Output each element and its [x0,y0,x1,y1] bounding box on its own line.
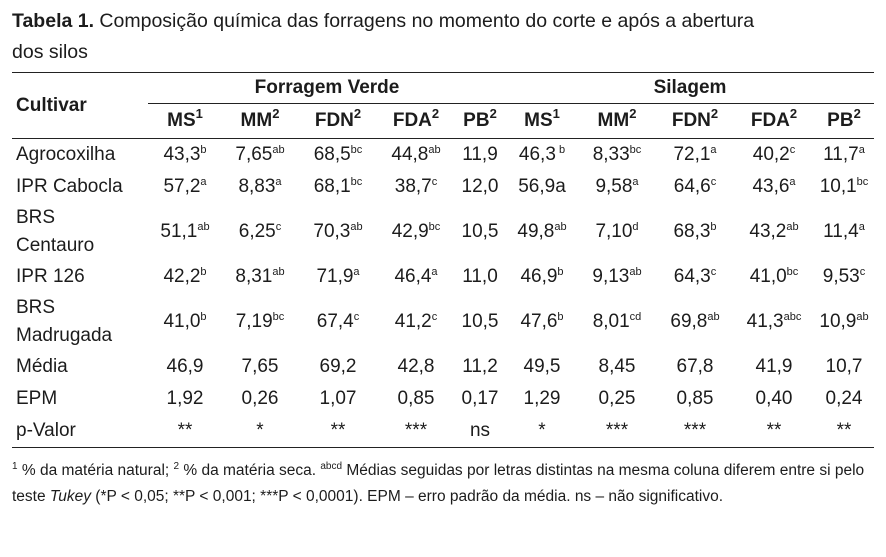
cell-value: 47,6 [520,311,558,332]
cell-value: 0,85 [397,388,435,409]
cell-value: 41,3 [746,311,784,332]
cultivar-name [12,261,148,293]
table-cell [578,351,656,383]
cell-letter-superscript: a [200,176,207,188]
cell-value: 11,0 [462,266,498,287]
cultivar-name [12,171,148,203]
table-cell [222,415,298,448]
column-header-superscript: 2 [629,106,637,121]
cell-letter-superscript: b [557,311,564,323]
cultivar-name [12,415,148,448]
cell-letter-superscript: d [632,221,639,233]
cell-value: 7,65 [241,356,279,377]
column-header [506,104,578,139]
column-header-superscript: 2 [789,106,798,121]
cell-letter-superscript: cd [629,311,642,323]
cell-value: 0,40 [755,388,793,409]
cell-value: 41,0 [163,311,201,332]
cell-value: 49,5 [523,356,561,377]
table-cell [814,261,874,293]
cell-value: 41,2 [394,311,432,332]
column-header-label: FDN [314,110,354,131]
table-cell [506,139,578,172]
table-container [12,6,874,510]
table-cell [734,203,814,261]
cell-value: 10,9 [819,311,857,332]
cell-letter-superscript: c [789,144,796,156]
table-cell [454,261,506,293]
table-cell [506,415,578,448]
column-header [578,104,656,139]
table-cell [814,203,874,261]
cultivar-name-line: EPM [16,388,58,409]
cultivar-name-line: p-Valor [16,420,76,441]
cell-letter-superscript: ab [350,221,363,233]
cell-value: ** [766,420,782,441]
table-cell [506,171,578,203]
cell-letter-superscript: ab [786,221,799,233]
column-header-superscript: 2 [431,106,440,121]
table-cell [148,293,222,351]
cell-value: 8,31 [235,266,273,287]
cell-letter-superscript: ab [629,266,642,278]
cell-value: 9,53 [822,266,860,287]
table-cell [578,171,656,203]
cell-value: 57,2 [163,176,201,197]
table-cell [734,261,814,293]
cell-value: 72,1 [673,144,711,165]
table-cell [298,415,378,448]
table-cell [222,351,298,383]
table-cell [656,139,734,172]
cell-letter-superscript: ab [856,311,869,323]
cell-value: 42,8 [397,356,435,377]
cell-letter-superscript: bc [786,266,799,278]
cell-value: 69,8 [670,311,708,332]
column-header-superscript: 2 [489,106,497,121]
cell-letter-superscript: b [557,266,564,278]
cell-value: 10,7 [825,356,863,377]
table-cell [578,203,656,261]
cell-letter-superscript: ab [428,144,441,156]
cell-letter-superscript: c [710,266,717,278]
cell-letter-superscript: b [555,144,566,156]
table-cell [222,383,298,415]
cultivar-name-line: Agrocoxilha [16,144,116,165]
cell-value: 40,2 [752,144,790,165]
table-cell [222,293,298,351]
cell-value: 9,13 [592,266,630,287]
cell-letter-superscript: ab [197,221,210,233]
table-cell [148,261,222,293]
cell-value: 46,4 [394,266,432,287]
cell-letter-superscript: a [710,144,717,156]
cell-value: 64,3 [673,266,711,287]
table-cell [222,139,298,172]
cultivar-name [12,203,148,261]
table-cell [454,139,506,172]
cell-value: 43,6 [752,176,790,197]
cultivar-name [12,383,148,415]
table-cell [298,203,378,261]
table-cell [656,415,734,448]
table-cell [506,351,578,383]
table-cell [222,203,298,261]
column-header-superscript: 2 [272,106,280,121]
column-header-label: MM [240,110,273,131]
table-cell [298,351,378,383]
column-header-label: PB [463,110,490,131]
cell-value: 8,01 [592,311,630,332]
cell-letter-superscript: c [275,221,282,233]
cell-value: 11,9 [462,144,498,165]
cultivar-name [12,139,148,172]
table-cell [378,293,454,351]
header-group-silagem: Silagem [506,73,874,104]
caption-text-cont: dos silos [12,41,88,63]
composition-table [12,72,874,448]
table-cell [454,293,506,351]
table-cell [734,383,814,415]
cell-letter-superscript: c [431,311,438,323]
table-cell [814,415,874,448]
cell-value: *** [404,420,428,441]
cell-value: 6,25 [238,221,276,242]
cultivar-name [12,293,148,351]
column-header-superscript: 2 [710,106,719,121]
cell-letter-superscript: ab [272,266,285,278]
cultivar-name-line: BRS [16,207,56,228]
cell-value: 8,33 [592,144,630,165]
cell-letter-superscript: a [431,266,438,278]
cell-value: ** [177,420,193,441]
cultivar-name-line: IPR Cabocla [16,176,123,197]
table-cell [148,203,222,261]
cell-letter-superscript: a [858,144,865,156]
table-cell [578,293,656,351]
cell-value: 46,3 [518,144,556,165]
cell-value: 68,1 [313,176,351,197]
cell-value: 1,07 [319,388,357,409]
cell-value: 8,83 [238,176,276,197]
table-row [12,261,874,293]
table-cell [814,171,874,203]
table-cell [506,261,578,293]
table-cell [148,383,222,415]
column-header-label: MS [524,110,553,131]
column-header-label: MS [167,110,196,131]
cell-value: 1,92 [166,388,204,409]
cell-value: 0,25 [598,388,636,409]
cell-letter-superscript: a [353,266,360,278]
header-cultivar: Cultivar [12,73,148,139]
cell-value: 10,5 [461,311,499,332]
cell-value: *** [683,420,707,441]
table-cell [814,351,874,383]
footnote-text: % da matéria natural; [17,462,174,479]
column-header-label: PB [827,110,854,131]
column-header [222,104,298,139]
table-caption [12,6,874,68]
table-row [12,383,874,415]
cell-letter-superscript: b [710,221,717,233]
table-cell [656,293,734,351]
table-cell [298,171,378,203]
table-cell [454,383,506,415]
table-cell [656,261,734,293]
table-cell [506,203,578,261]
table-footnote [12,458,874,510]
cultivar-name-line: Centauro [16,235,95,256]
cell-value: 11,4 [823,221,859,242]
column-header-superscript: 2 [853,106,861,121]
cell-value: 64,6 [673,176,711,197]
table-cell [298,139,378,172]
cell-letter-superscript: bc [856,176,869,188]
cell-value: ** [836,420,852,441]
cell-value: 70,3 [313,221,351,242]
cell-value: 41,0 [749,266,787,287]
cell-value: 67,4 [316,311,354,332]
cell-value: 68,5 [313,144,351,165]
cultivar-name-line: IPR 126 [16,266,85,287]
footnote-sup: 2 [173,461,180,472]
cell-value: 0,26 [241,388,279,409]
table-cell [578,415,656,448]
cell-letter-superscript: ab [272,144,285,156]
table-cell [222,171,298,203]
table-cell [656,203,734,261]
cell-letter-superscript: bc [629,144,642,156]
cell-letter-superscript: ab [707,311,720,323]
cell-value: 0,85 [676,388,714,409]
footnote-text: (*P < 0,05; **P < 0,001; ***P < 0,0001). EPM – erro padrão da média. ns – não significativo. [90,488,724,505]
table-cell [734,415,814,448]
cell-value: 11,2 [462,356,498,377]
cell-letter-superscript: c [431,176,438,188]
cultivar-name-line: Média [16,356,68,377]
table-row [12,293,874,351]
table-row [12,415,874,448]
cell-value: 42,2 [163,266,201,287]
table-cell [148,351,222,383]
table-cell [454,351,506,383]
table-cell [506,293,578,351]
footnote-sup: 1 [12,461,18,472]
table-cell [734,293,814,351]
table-cell [454,171,506,203]
column-header-superscript: 2 [353,106,362,121]
cell-value: * [256,420,264,441]
column-header-label: FDA [392,110,432,131]
cell-value: 10,5 [461,221,499,242]
table-cell [506,383,578,415]
footnote-test-name: Tukey [49,488,91,505]
table-row [12,171,874,203]
cultivar-name-line: BRS [16,297,56,318]
cell-value: *** [605,420,629,441]
column-header [734,104,814,139]
cell-value: 0,24 [825,388,863,409]
cell-value: 69,2 [319,356,357,377]
table-cell [298,383,378,415]
cell-value: 43,2 [749,221,787,242]
table-row [12,351,874,383]
cell-value: 7,19 [235,311,273,332]
cell-value: 46,9 [166,356,204,377]
table-cell [656,383,734,415]
table-cell [734,351,814,383]
table-cell [378,261,454,293]
column-header-label: MM [597,110,630,131]
table-cell [814,139,874,172]
cell-value: 44,8 [391,144,429,165]
footnote-text: Médias seguidas por letras distintas na mesma coluna diferem entre si pelo teste [12,462,865,505]
table-cell [578,139,656,172]
cell-value: 7,65 [235,144,273,165]
cell-value: 42,9 [391,221,429,242]
caption-label: Tabela 1. [12,10,95,32]
column-header-label: FDN [671,110,711,131]
table-cell [222,261,298,293]
column-header [298,104,378,139]
column-header [378,104,454,139]
cell-value: 7,10 [595,221,633,242]
table-cell [454,415,506,448]
column-header [148,104,222,139]
table-cell [734,139,814,172]
cell-value: 11,7 [823,144,859,165]
table-cell [378,415,454,448]
cell-letter-superscript: a [275,176,282,188]
cell-value: 68,3 [673,221,711,242]
cell-value: 51,1 [160,221,198,242]
table-cell [148,171,222,203]
table-cell [378,171,454,203]
cell-value: 1,29 [523,388,561,409]
cell-letter-superscript: b [200,311,207,323]
cell-value: 12,0 [461,176,499,197]
column-header [814,104,874,139]
caption-text: Composição química das forragens no momento do corte e após a abertura [94,10,755,32]
table-cell [148,139,222,172]
cell-value: 9,58 [595,176,633,197]
cell-letter-superscript: bc [272,311,285,323]
footnote-sup: abcd [320,461,343,472]
table-cell [656,171,734,203]
table-cell [378,383,454,415]
cell-letter-superscript: bc [350,144,363,156]
cell-value: 49,8 [517,221,555,242]
cell-letter-superscript: a [632,176,639,188]
table-cell [298,261,378,293]
table-cell [148,415,222,448]
cell-letter-superscript: bc [428,221,441,233]
cell-letter-superscript: c [859,266,866,278]
cultivar-name-line: Madrugada [16,325,113,346]
table-cell [378,203,454,261]
cell-value: 0,17 [461,388,499,409]
cell-letter-superscript: b [200,144,207,156]
cell-value: * [538,420,546,441]
cell-letter-superscript: a [858,221,865,233]
cell-value: 56,9a [518,176,566,197]
cell-value: 41,9 [755,356,793,377]
cell-value: 38,7 [394,176,432,197]
table-cell [814,293,874,351]
cell-letter-superscript: bc [350,176,363,188]
table-cell [578,383,656,415]
table-cell [298,293,378,351]
cultivar-name [12,351,148,383]
column-header-superscript: 1 [195,106,203,121]
footnote-text: % da matéria seca. [179,462,321,479]
cell-value: 67,8 [676,356,714,377]
cell-letter-superscript: ab [554,221,567,233]
cell-value: ns [469,420,491,441]
cell-value: ** [330,420,346,441]
table-cell [814,383,874,415]
table-cell [656,351,734,383]
table-row [12,139,874,172]
column-header [454,104,506,139]
column-header-superscript: 1 [552,106,560,121]
column-header [656,104,734,139]
table-cell [578,261,656,293]
table-cell [378,139,454,172]
cell-letter-superscript: b [200,266,207,278]
table-cell [734,171,814,203]
cell-letter-superscript: a [789,176,796,188]
cell-value: 46,9 [520,266,558,287]
cell-value: 71,9 [316,266,354,287]
column-header-label: FDA [750,110,790,131]
header-group-forragem-verde: Forragem Verde [148,73,506,104]
cell-value: 10,1 [819,176,857,197]
cell-letter-superscript: c [710,176,717,188]
table-cell [454,203,506,261]
cell-letter-superscript: c [353,311,360,323]
cell-value: 8,45 [598,356,636,377]
cell-value: 43,3 [163,144,201,165]
cell-letter-superscript: abc [783,311,802,323]
table-cell [378,351,454,383]
table-row [12,203,874,261]
